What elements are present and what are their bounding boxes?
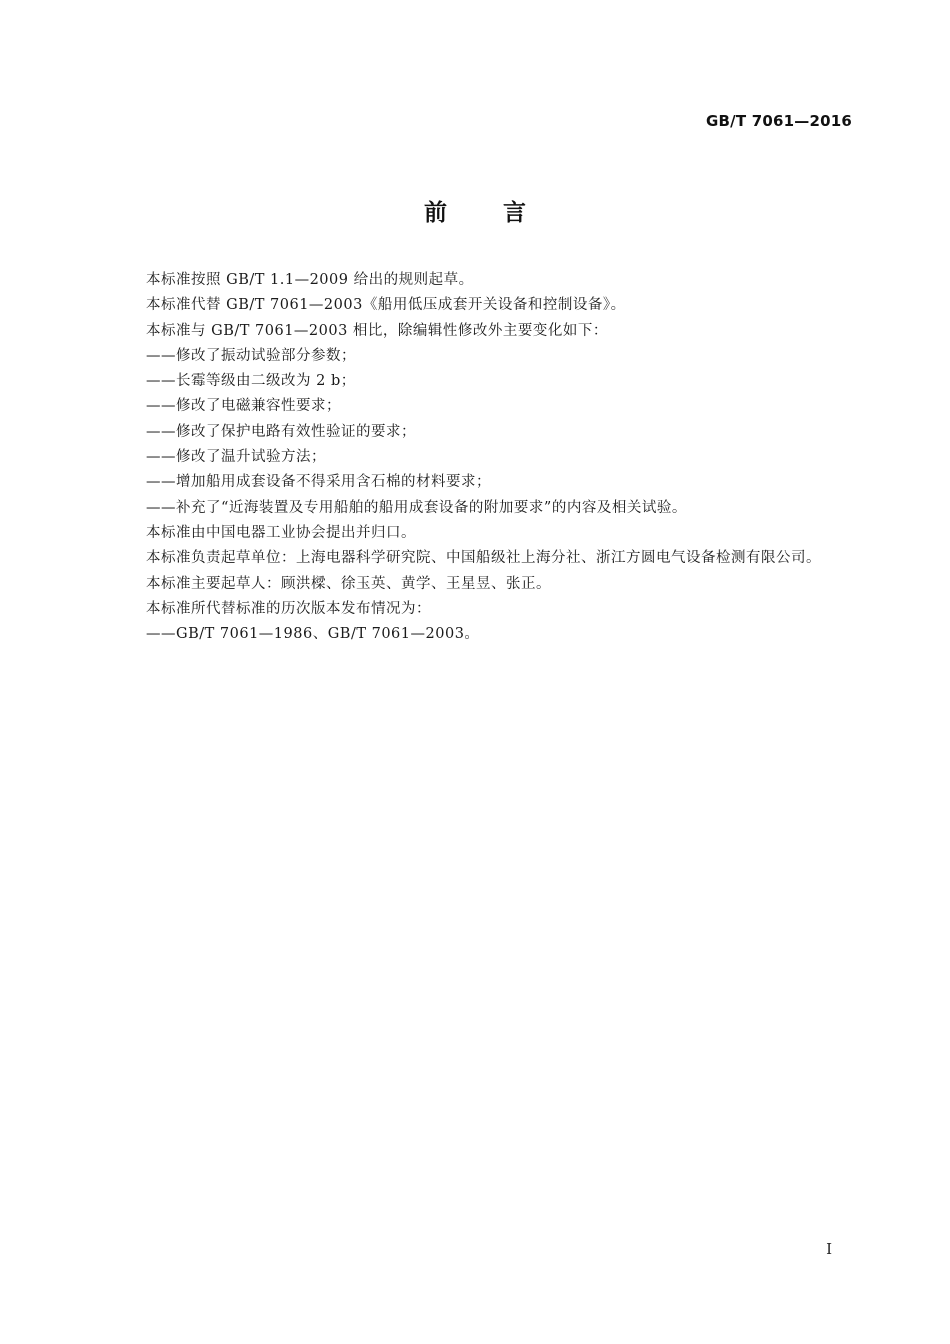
list-item-change: ——修改了保护电路有效性验证的要求； [146, 423, 416, 440]
list-item-change: ——修改了振动试验部分参数； [146, 347, 356, 364]
list-item-history: ——GB/T 7061—1986、GB/T 7061—2003。 [146, 626, 480, 643]
list-item-change: ——长霉等级由二级改为 2 b； [146, 373, 356, 390]
foreword-body [116, 268, 852, 647]
paragraph-replaces: 本标准代替 GB/T 7061—2003《船用低压成套开关设备和控制设备》。 [146, 297, 626, 314]
standard-number: GB/T 7061—2016 [706, 112, 852, 130]
list-item-change: ——增加船用成套设备不得采用含石棉的材料要求； [146, 474, 491, 491]
page-number: I [826, 1240, 832, 1258]
paragraph-proposed-by: 本标准由中国电器工业协会提出并归口。 [146, 524, 416, 541]
paragraph-history-intro: 本标准所代替标准的历次版本发布情况为： [146, 600, 431, 617]
paragraph-drafting-rules: 本标准按照 GB/T 1.1—2009 给出的规则起草。 [146, 272, 474, 288]
paragraph-changes-intro: 本标准与 GB/T 7061—2003 相比，除编辑性修改外主要变化如下： [146, 322, 608, 339]
paragraph-drafting-units: 本标准负责起草单位：上海电器科学研究院、中国船级社上海分社、浙江方圆电气设备检测有限公司。 [146, 550, 821, 567]
page-title: 前言 [424, 200, 582, 226]
list-item-change: ——补充了“近海装置及专用船舶的船用成套设备的附加要求”的内容及相关试验。 [146, 499, 687, 516]
list-item-change: ——修改了温升试验方法； [146, 449, 326, 466]
paragraph-drafters: 本标准主要起草人：顾洪樑、徐玉英、黄学、王星昱、张正。 [146, 575, 551, 592]
list-item-change: ——修改了电磁兼容性要求； [146, 398, 341, 415]
